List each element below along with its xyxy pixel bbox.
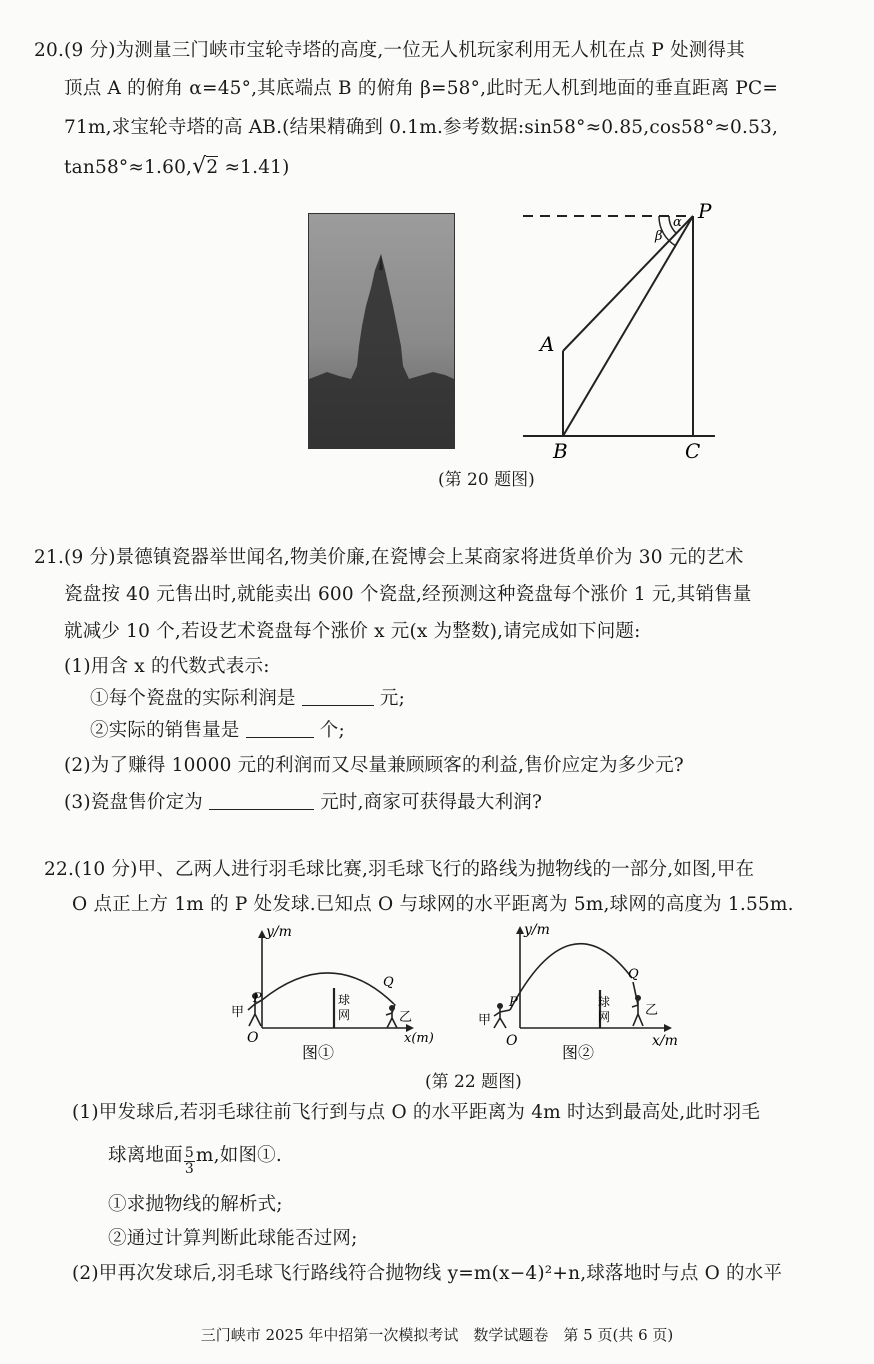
q20-line-4 (64, 154, 290, 181)
fig2-net-label-1: 球 (598, 995, 611, 1009)
fig1-caption: 图① (302, 1043, 335, 1062)
pagoda-photo (308, 213, 455, 449)
answer-blank-sales[interactable] (246, 719, 314, 738)
q21-part-1a (90, 686, 405, 712)
segment-PB (563, 216, 693, 436)
q21-part-1b (90, 718, 345, 744)
segment-PA (563, 216, 693, 351)
q22-part-1-line-2 (108, 1143, 282, 1177)
q21-part-1b-pre: ②实际的销售量是 (90, 720, 240, 741)
label-B: B (553, 439, 568, 463)
answer-blank-profit[interactable] (302, 687, 374, 706)
q22-part-1-line-2-pre: 球离地面 (108, 1145, 183, 1166)
fig1-label-jia: 甲 (231, 1005, 245, 1020)
q21-part-2: (2)为了赚得 10000 元的利润而又尽量兼顾顾客的利益,售价应定为多少元? (64, 755, 684, 776)
fig2-label-yi: 乙 (645, 1003, 659, 1018)
q21-line-2: 瓷盘按 40 元售出时,就能卖出 600 个瓷盘,经预测这种瓷盘每个涨价 1 元,其销售量 (64, 584, 752, 605)
q20-line-1: 20.(9 分)为测量三门峡市宝轮寺塔的高度,一位无人机玩家利用无人机在点 P 处测得其 (34, 40, 745, 61)
fig1-net-label-2: 网 (338, 1008, 351, 1022)
q22-part-1-line-1: (1)甲发球后,若羽毛球往前飞行到与点 O 的水平距离为 4m 时达到最高处,此时羽毛 (72, 1102, 761, 1123)
fig2-jia-figure (494, 1009, 510, 1028)
fig2-label-O: O (506, 1033, 518, 1049)
label-P: P (698, 199, 712, 223)
q22-line-1: 22.(10 分)甲、乙两人进行羽毛球比赛,羽毛球飞行的路线为抛物线的一部分,如图,甲在 (44, 859, 755, 880)
answer-blank-price[interactable] (209, 791, 314, 810)
q21-line-3: 就减少 10 个,若设艺术瓷盘每个涨价 x 元(x 为整数),请完成如下问题: (64, 621, 641, 642)
fig1-ylabel: y/m (266, 924, 292, 940)
fig2-ylabel: y/m (524, 922, 550, 938)
q21-part-3-post: 元时,商家可获得最大利润? (320, 792, 543, 813)
sqrt-symbol: √ (192, 154, 207, 179)
page-footer: 三门峡市 2025 年中招第一次模拟考试 数学试题卷 第 5 页(共 6 页) (200, 1326, 674, 1344)
q20-line-3: 71m,求宝轮寺塔的高 AB.(结果精确到 0.1m.参考数据:sin58°≈0.85,cos58°≈0.53, (64, 117, 779, 138)
q20-figure-caption: (第 20 题图) (438, 470, 535, 490)
q21-part-1a-pre: ①每个瓷盘的实际利润是 (90, 688, 296, 709)
q20-line-4-b: ≈1.41) (218, 157, 290, 178)
fig2-label-jia: 甲 (478, 1013, 492, 1028)
fig2-x-arrow (664, 1024, 672, 1032)
q21-part-1b-post: 个; (319, 720, 345, 741)
q21-part-3-pre: (3)瓷盘售价定为 (64, 792, 204, 813)
q22-part-2: (2)甲再次发球后,羽毛球飞行路线符合抛物线 y=m(x−4)²+n,球落地时与点 O 的水平 (72, 1263, 783, 1284)
label-C: C (685, 439, 701, 463)
q20-line-4-a: tan58°≈1.60, (64, 157, 193, 178)
pagoda-shape (309, 254, 454, 448)
fig2-y-arrow (516, 926, 524, 934)
label-A: A (540, 332, 555, 356)
q22-part-1b: ②通过计算判断此球能否过网; (108, 1228, 358, 1249)
fig2-parabola (510, 944, 632, 1010)
fig1-xlabel: x(m) (404, 1031, 434, 1046)
label-alpha: α (673, 215, 682, 230)
q20-line-2: 顶点 A 的俯角 α=45°,其底端点 B 的俯角 β=58°,此时无人机到地面的垂直距离 PC= (64, 78, 779, 99)
q21-part-1: (1)用含 x 的代数式表示: (64, 656, 270, 677)
fig2-yi-figure (632, 982, 643, 1026)
fig1-y-arrow (258, 930, 266, 938)
fraction-denominator: 3 (184, 1161, 194, 1177)
fig1-label-Q: Q (383, 975, 394, 990)
q22-part-1a: ①求抛物线的解析式; (108, 1194, 283, 1215)
fraction-five-thirds (184, 1146, 195, 1177)
q21-line-1: 21.(9 分)景德镇瓷器举世闻名,物美价廉,在瓷博会上某商家将进货单价为 30 元的艺术 (34, 547, 744, 568)
q21-part-1a-post: 元; (379, 688, 406, 709)
q22-figure-2 (470, 918, 685, 1068)
fig2-net-label-2: 网 (598, 1010, 611, 1024)
fig2-xlabel: x/m (652, 1033, 678, 1049)
fig1-label-O: O (247, 1030, 259, 1046)
fig2-caption: 图② (562, 1043, 595, 1062)
pagoda-silhouette (309, 214, 454, 448)
q20-line-4-sqrt: 2 (206, 157, 219, 178)
fig1-net-label-1: 球 (338, 993, 351, 1007)
fig1-label-P: P (253, 991, 262, 1006)
fig2-jia-head (497, 1003, 503, 1009)
fig2-label-Q: Q (628, 967, 639, 982)
fraction-numerator: 5 (184, 1145, 194, 1161)
q21-part-3 (64, 790, 542, 816)
label-beta: β (655, 229, 663, 244)
q22-line-2: O 点正上方 1m 的 P 处发球.已知点 O 与球网的水平距离为 5m,球网的高度为 1.55m. (72, 894, 794, 915)
q22-figure-caption: (第 22 题图) (425, 1072, 522, 1092)
q22-part-1-line-2-post: m,如图①. (195, 1145, 282, 1166)
q22-figure-1 (222, 918, 442, 1068)
fig1-label-yi: 乙 (399, 1010, 413, 1025)
q20-geometry-figure (515, 196, 740, 466)
fig2-label-P: P (509, 995, 518, 1010)
fig1-parabola (262, 973, 394, 1004)
